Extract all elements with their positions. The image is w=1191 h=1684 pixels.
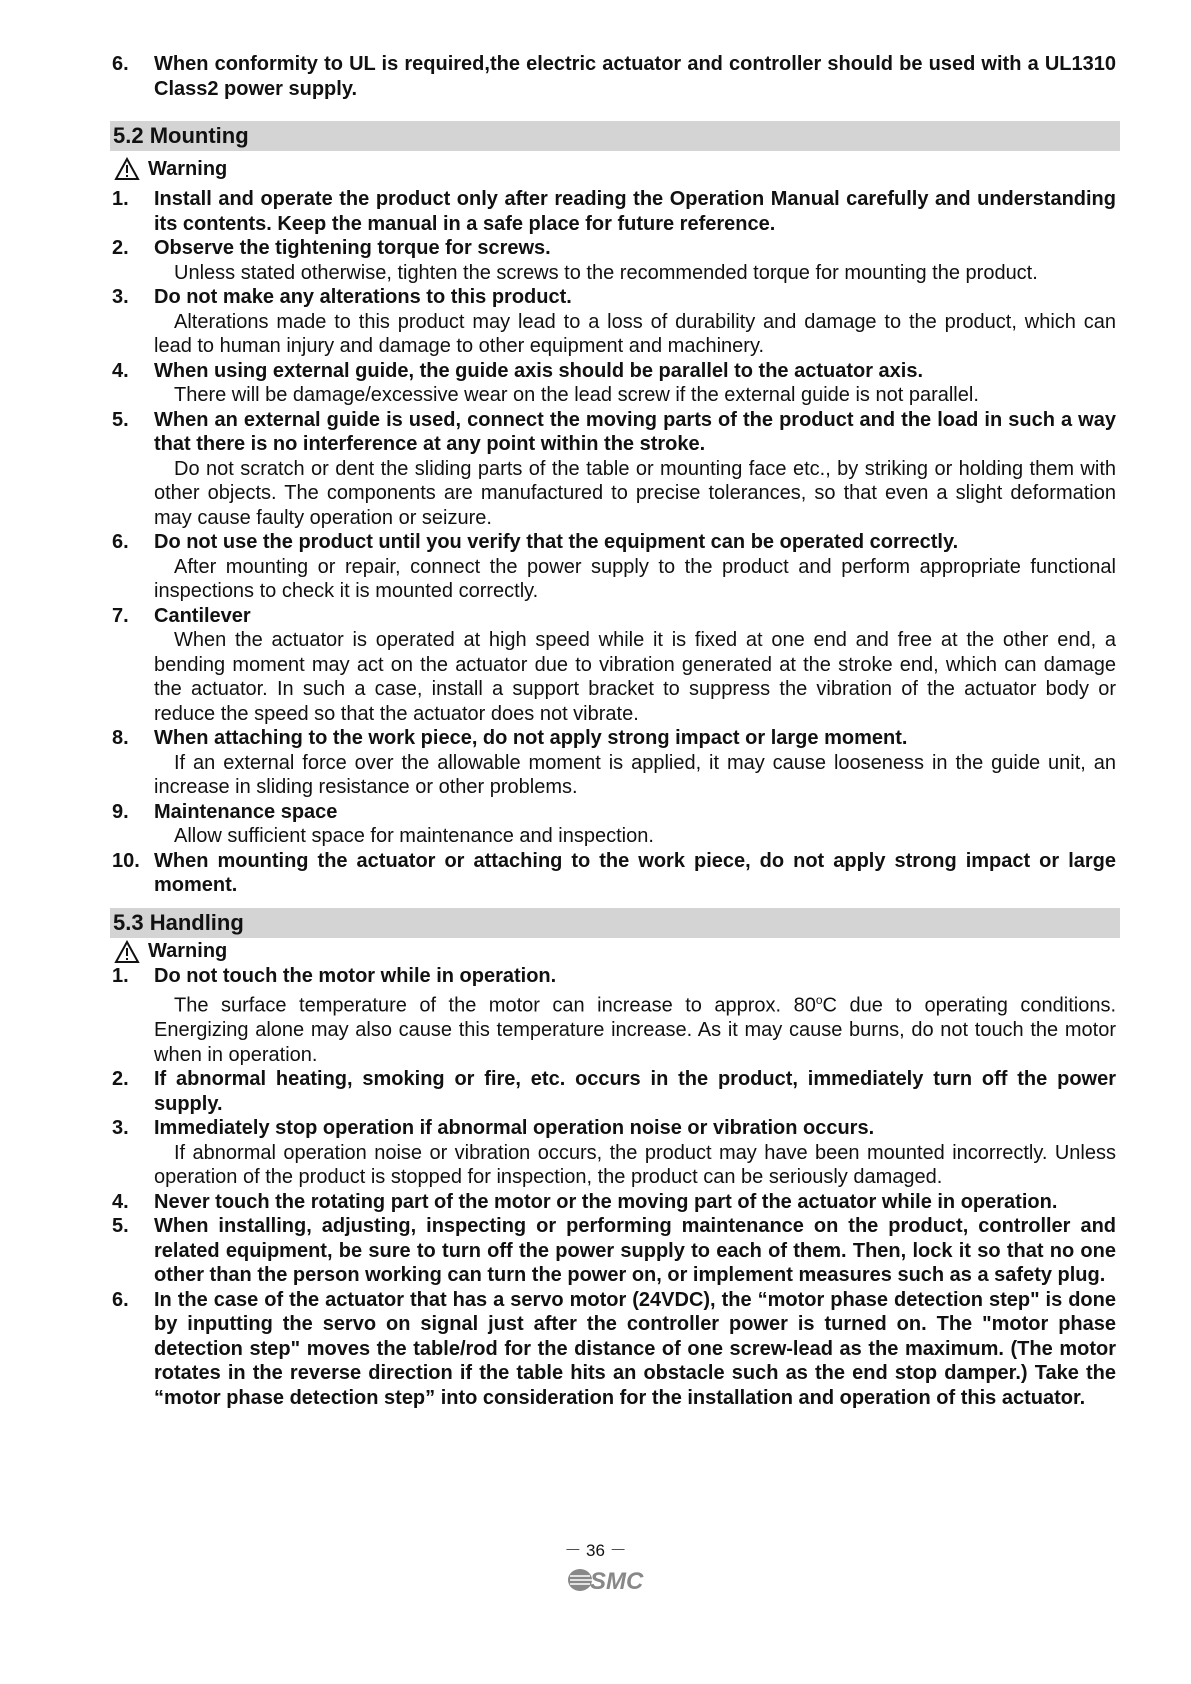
item-number: 4. — [112, 1190, 129, 1213]
mounting-item — [112, 604, 1116, 727]
mounting-item — [112, 726, 1116, 800]
item-number: 7. — [112, 604, 129, 627]
mounting-item — [112, 359, 1116, 408]
item-title: Do not use the product until you verify that the equipment can be operated correctly. — [154, 531, 959, 553]
item-description: After mounting or repair, connect the power supply to the product and perform appropriate functional inspections to check it is mounted correctly. — [154, 555, 1116, 602]
warning-label — [114, 940, 1116, 964]
item-description: If an external force over the allowable moment is applied, it may cause looseness in the guide unit, an increase in sliding resistance or other problems. — [154, 751, 1116, 798]
smc-logo — [566, 1566, 666, 1594]
item-number: 5. — [112, 408, 129, 431]
item-title: Maintenance space — [154, 800, 338, 823]
item-title: Install and operate the product only after reading the Operation Manual carefully and understanding its contents. Keep the manual in a safe place for future reference. — [154, 188, 1116, 235]
item-description: If abnormal operation noise or vibration occurs, the product may have been mounted incorrectly. Unless operation of the product is stopped for inspection, the product can be seriously damaged. — [154, 1141, 1116, 1189]
handling-list — [112, 1067, 1116, 1410]
warning-triangle-icon — [114, 157, 140, 181]
item-number: 10. — [112, 849, 140, 872]
item-title: In the case of the actuator that has a servo motor (24VDC), the “motor phase detection step" is done by inputting the servo on signal just after the controller power is turned on. The "motor phase detection step" moves the table/rod for the distance of one screw-lead as the maximum. (The motor rotates in the reverse direction if the table hits an obstacle such as the end stop damper.) Take the “motor phase detection step” into consideration for the installation and operation of this actuator. — [154, 1288, 1116, 1409]
item-description: Allow sufficient space for maintenance and inspection. — [174, 825, 654, 847]
item-number: 6. — [112, 53, 129, 75]
item-description: Unless stated otherwise, tighten the screws to the recommended torque for mounting the product. — [174, 261, 1038, 284]
item-title: When an external guide is used, connect the moving parts of the product and the load in such a way that there is no interference at any point within the stroke. — [154, 408, 1116, 455]
item-title: Observe the tightening torque for screws. — [154, 237, 551, 259]
handling-item — [112, 1116, 1116, 1190]
item-title: If abnormal heating, smoking or fire, etc. occurs in the product, immediately turn off the power supply. — [154, 1068, 1116, 1115]
handling-item — [112, 1190, 1116, 1215]
item-number: 2. — [112, 237, 129, 259]
item-number: 8. — [112, 727, 129, 749]
item-description: When the actuator is operated at high speed while it is fixed at one end and free at the other end, a bending moment may act on the actuator due to vibration generated at the stroke end, which can damage the actuator. In such a case, install a support bracket to suppress the vibration of the actuator body or reduce the speed so that the actuator does not vibrate. — [154, 629, 1116, 725]
item-title: When mounting the actuator or attaching to the work piece, do not apply strong impact or large moment. — [154, 849, 1116, 896]
item-description: Do not scratch or dent the sliding parts of the table or mounting face etc., by striking or holding them with other objects. The components are manufactured to precise tolerances, so that even a slight deformation may cause faulty operation or seizure. — [154, 457, 1116, 529]
handling-item — [112, 1288, 1116, 1411]
item-number: 2. — [112, 1068, 129, 1091]
item-description: There will be damage/excessive wear on the lead screw if the external guide is not parallel. — [174, 384, 979, 406]
item-number: 3. — [112, 286, 129, 308]
warning-text: Warning — [148, 157, 228, 180]
section-heading-mounting: 5.2 Mounting — [110, 121, 1120, 151]
item-title: When conformity to UL is required,the electric actuator and controller should be used with a UL1310 Class2 power supply. — [154, 53, 1116, 100]
document-page — [112, 52, 1116, 1410]
item-title: Never touch the rotating part of the motor or the moving part of the actuator while in operation. — [154, 1190, 1058, 1213]
svg-text:SMC: SMC — [590, 1568, 644, 1594]
mounting-item — [112, 236, 1116, 285]
item-title: Do not make any alterations to this product. — [154, 286, 572, 308]
mounting-list — [112, 187, 1116, 898]
item-number: 3. — [112, 1117, 129, 1140]
item-number: 4. — [112, 359, 129, 382]
item-title: When attaching to the work piece, do not apply strong impact or large moment. — [154, 727, 908, 749]
item-description: The surface temperature of the motor can increase to approx. 80$^o$C due to operating conditions. Energizing alone may also cause this temperature increase. As it may cause burns, do not touch the motor when in operation. — [154, 993, 1117, 1066]
item-number: 1. — [112, 964, 129, 987]
item-description: Alterations made to this product may lead to a loss of durability and damage to the product, which can lead to human injury and damage to other equipment and machinery. — [154, 310, 1116, 357]
handling-item — [112, 1214, 1116, 1288]
item-title: Cantilever — [154, 604, 251, 627]
warning-text: Warning — [148, 940, 228, 962]
item-number: 1. — [112, 188, 129, 210]
item-title: Immediately stop operation if abnormal operation noise or vibration occurs. — [154, 1117, 875, 1140]
handling-item — [112, 964, 1116, 1068]
mounting-item — [112, 849, 1116, 898]
item-number: 9. — [112, 800, 129, 823]
mounting-item — [112, 285, 1116, 359]
item-title: When using external guide, the guide axis should be parallel to the actuator axis. — [154, 359, 924, 382]
item-number: 6. — [112, 1288, 129, 1311]
page-number: － 36 － — [564, 1541, 627, 1560]
item-title: When installing, adjusting, inspecting or performing maintenance on the product, controller and related equipment, be sure to turn off the power supply to each of them. Then, lock it so that no one other than the person working can turn the power on, or implement measures such as a safety plug. — [154, 1215, 1116, 1287]
section-heading-handling: 5.3 Handling — [110, 908, 1120, 938]
ul-conformity-item — [112, 52, 1116, 101]
mounting-item — [112, 187, 1116, 236]
handling-item — [112, 1067, 1116, 1116]
mounting-item — [112, 530, 1116, 604]
mounting-item — [112, 800, 1116, 849]
item-title: Do not touch the motor while in operation. — [154, 964, 557, 987]
warning-label — [114, 157, 1116, 181]
item-number: 5. — [112, 1215, 129, 1238]
warning-triangle-icon — [114, 940, 140, 964]
item-number: 6. — [112, 531, 129, 553]
mounting-item — [112, 408, 1116, 531]
